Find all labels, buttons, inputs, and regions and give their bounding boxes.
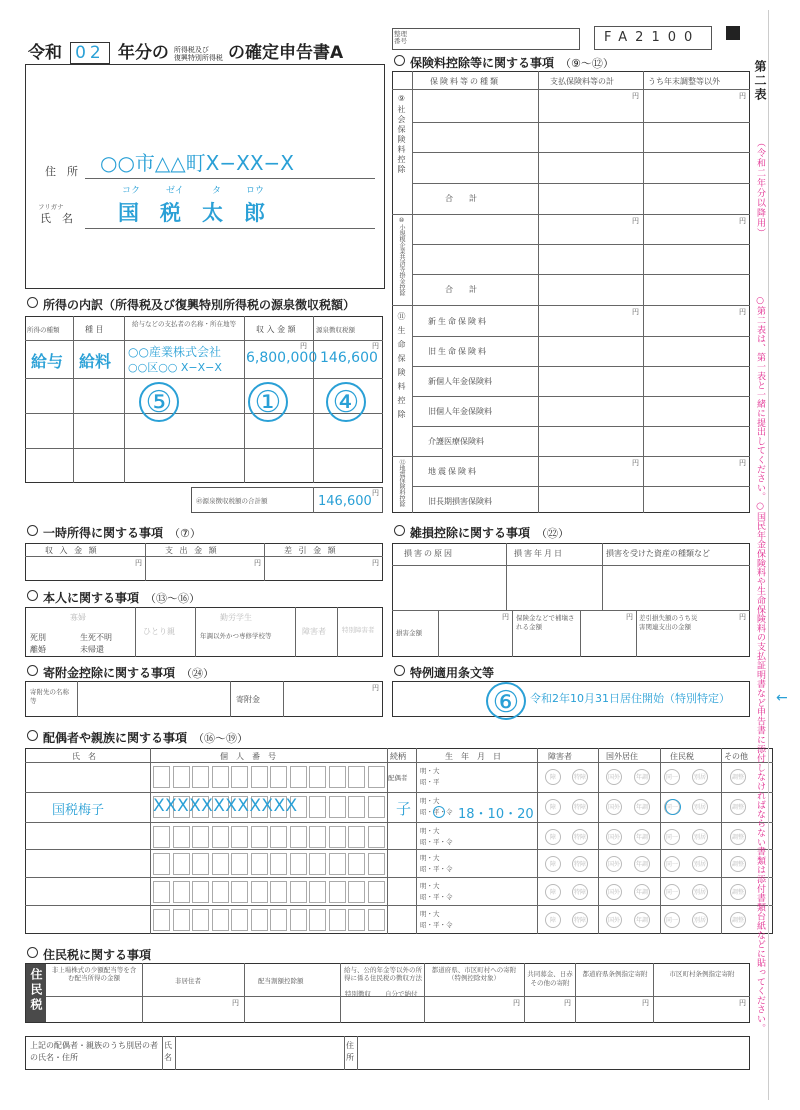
option-circle[interactable]: 国外: [606, 829, 622, 845]
fam-col-relation: 続柄: [390, 752, 406, 761]
separate-name-label: 氏名: [164, 1041, 172, 1062]
id-digit-cell[interactable]: [368, 881, 385, 903]
casualty-table: [392, 543, 750, 657]
id-digit-cell[interactable]: [348, 909, 365, 931]
res-col-nonresident: 非居住者: [175, 977, 201, 985]
option-circle[interactable]: 年調: [634, 769, 650, 785]
era-option-a: 明・大: [420, 767, 440, 775]
era-option-a: 明・大: [420, 910, 440, 918]
income-amount-value[interactable]: 6,800,000: [246, 350, 318, 366]
right-edge: [768, 10, 769, 1100]
res-col-community: 共同募金、日赤その他の寄附: [527, 970, 573, 987]
ins-col-paid: 支払保険料等の計: [550, 77, 614, 86]
id-digit-cell[interactable]: [192, 909, 209, 931]
option-circle[interactable]: 調整: [730, 912, 746, 928]
era-option-b: 昭・平・令: [420, 921, 453, 929]
casualty-title: 雑損控除に関する事項 （㉒）: [394, 524, 569, 541]
self-missing[interactable]: 生死不明: [80, 633, 112, 642]
self-divorce[interactable]: 離婚: [30, 645, 46, 654]
id-digit-cell[interactable]: [368, 796, 385, 818]
option-circle[interactable]: 障: [545, 829, 561, 845]
id-digit-cell[interactable]: [309, 909, 326, 931]
option-circle[interactable]: 調整: [730, 769, 746, 785]
option-circle[interactable]: 年調: [634, 856, 650, 872]
temp-col-out: 支 出 金 額: [165, 546, 219, 555]
era-label: 令和: [28, 43, 62, 63]
address-line: [85, 178, 375, 179]
quake-row-2: 旧長期損害保険料: [428, 497, 492, 506]
res-special-collect[interactable]: 特別徴収: [345, 990, 371, 998]
era-option-b: 昭・平・令: [420, 838, 453, 846]
temp-col-diff: 差 引 金 額: [284, 546, 338, 555]
social-total: 合 計: [445, 194, 477, 203]
id-digit-cell[interactable]: [212, 766, 229, 788]
id-digit-cell[interactable]: [368, 766, 385, 788]
id-digit-cell[interactable]: [348, 853, 365, 875]
id-digit-cell[interactable]: [192, 766, 209, 788]
option-circle[interactable]: 障: [545, 856, 561, 872]
id-digit-cell[interactable]: [329, 853, 346, 875]
era-option-b: 昭・平: [420, 778, 440, 786]
option-circle[interactable]: 国外: [606, 856, 622, 872]
option-circle[interactable]: 国外: [606, 912, 622, 928]
fam-col-other: その他: [724, 752, 748, 761]
option-circle[interactable]: 国外: [606, 884, 622, 900]
id-digit-cell[interactable]: [153, 853, 170, 875]
option-circle[interactable]: 別居: [692, 769, 708, 785]
option-circle[interactable]: 障: [545, 769, 561, 785]
life-row-1: 新生命保険料: [428, 317, 488, 326]
id-digit-cell[interactable]: [270, 881, 287, 903]
id-digit-cell[interactable]: [173, 853, 190, 875]
era-option-a: 明・大: [420, 827, 440, 835]
res-col-furusato: 都道府県、市区町村への寄附（特例控除対象）: [431, 966, 517, 982]
era-option-a: 明・大: [420, 797, 440, 805]
col-income-type: 所得の種類: [27, 326, 60, 334]
option-circle[interactable]: 同一: [664, 769, 680, 785]
temp-col-in: 収 入 金 額: [45, 546, 99, 555]
id-digit-cell[interactable]: [231, 826, 248, 848]
id-digit-cell[interactable]: [173, 881, 190, 903]
id-digit-cell[interactable]: [329, 796, 346, 818]
id-digit-cell[interactable]: [270, 853, 287, 875]
id-digit-cell[interactable]: [290, 853, 307, 875]
cas-insurance: 保険金などで補塡される金額: [516, 614, 575, 631]
social-ins-label: ⑨社会保険料控除: [397, 94, 406, 175]
year-box[interactable]: 02: [70, 42, 110, 64]
payer-address-value[interactable]: ○○区○○ X−X−X: [128, 361, 222, 374]
self-title: 本人に関する事項 （⑬〜⑯）: [27, 589, 200, 606]
option-circle[interactable]: 特障: [572, 769, 588, 785]
option-circle[interactable]: 特障: [572, 799, 588, 815]
id-digit-cell[interactable]: [290, 826, 307, 848]
id-digit-cell[interactable]: [251, 909, 268, 931]
id-digit-cell[interactable]: [153, 826, 170, 848]
income-tax-value[interactable]: 146,600: [320, 350, 378, 366]
member-birth[interactable]: 18・10・20: [458, 807, 534, 822]
resident-tax-circle[interactable]: [665, 799, 681, 815]
option-circle[interactable]: 別居: [692, 912, 708, 928]
option-circle[interactable]: 別居: [692, 884, 708, 900]
donation-to-label: 寄附先の名称等: [30, 688, 69, 705]
id-digit-cell[interactable]: [309, 766, 326, 788]
option-circle[interactable]: 別居: [692, 799, 708, 815]
id-digit-cell[interactable]: [212, 881, 229, 903]
id-digit-cell[interactable]: [212, 853, 229, 875]
id-digit-cell[interactable]: [153, 881, 170, 903]
id-digit-cell[interactable]: [368, 826, 385, 848]
id-digit-cell[interactable]: [309, 853, 326, 875]
temp-income-title: 一時所得に関する事項 （⑦）: [27, 524, 201, 541]
title-small-1: 所得税及び: [173, 45, 209, 54]
self-disabled: 障害者: [302, 627, 326, 636]
id-digit-cell[interactable]: [368, 853, 385, 875]
era-option-b: 昭・平・令: [420, 808, 453, 816]
era-option-b: 昭・平・令: [420, 865, 453, 873]
id-digit-cell[interactable]: [309, 796, 326, 818]
option-circle[interactable]: 特障: [572, 856, 588, 872]
id-digit-cell[interactable]: [231, 909, 248, 931]
small-biz-label: ⑩小規模企業共済等掛金控除: [398, 217, 405, 296]
id-digit-cell[interactable]: [231, 766, 248, 788]
donation-title: 寄附金控除に関する事項 （㉔）: [27, 664, 214, 681]
quake-row-1: 地震保険料: [428, 467, 478, 476]
col-payer: 給与などの支払者の名称・所在地等: [132, 320, 236, 328]
option-circle[interactable]: 国外: [606, 799, 622, 815]
cas-col-cause: 損害の原因: [404, 549, 454, 558]
option-circle[interactable]: 特障: [572, 912, 588, 928]
life-row-2: 旧生命保険料: [428, 347, 488, 356]
id-digit-cell[interactable]: [309, 881, 326, 903]
income-item-value[interactable]: 給料: [79, 352, 112, 371]
name-label: 氏 名: [40, 212, 73, 225]
sheet-note: （令和二年分以降用）: [755, 138, 765, 238]
id-digit-cell[interactable]: [329, 826, 346, 848]
era-option-a: 明・大: [420, 854, 440, 862]
id-digit-cell[interactable]: [251, 766, 268, 788]
id-digit-cell[interactable]: [251, 853, 268, 875]
option-circle[interactable]: 国外: [606, 769, 622, 785]
id-digit-cell[interactable]: [270, 826, 287, 848]
id-digit-cell[interactable]: [153, 766, 170, 788]
address-value[interactable]: ○○市△△町X−XX−X: [100, 151, 294, 175]
res-self-pay[interactable]: 自分で納付: [385, 990, 418, 998]
furigana-1: コク: [122, 186, 141, 196]
resident-side-label: 住民税: [29, 968, 43, 1013]
era-option-a: 明・大: [420, 882, 440, 890]
option-circle[interactable]: 障: [545, 884, 561, 900]
id-digit-cell[interactable]: [329, 881, 346, 903]
option-circle[interactable]: 同一: [664, 912, 680, 928]
furigana-3: タ: [212, 186, 222, 196]
form-code: FA2100: [604, 30, 701, 45]
fam-col-disabled: 障害者: [548, 752, 572, 761]
donation-amount-label: 寄附金: [236, 695, 260, 704]
id-digit-cell[interactable]: [290, 881, 307, 903]
income-section-title: 所得の内訳（所得税及び復興特別所得税の源泉徴収税額）: [27, 296, 355, 313]
income-type-value[interactable]: 給与: [31, 352, 64, 371]
option-circle[interactable]: 同一: [664, 829, 680, 845]
ins-col-other: うち年末調整等以外: [648, 77, 720, 86]
col-tax: 源泉徴収税額: [316, 326, 355, 334]
callout-1: ①: [248, 382, 288, 422]
special-title: 特例適用条文等: [394, 664, 494, 681]
option-circle[interactable]: 同一: [664, 884, 680, 900]
option-circle[interactable]: 調整: [730, 884, 746, 900]
option-circle[interactable]: 別居: [692, 856, 708, 872]
option-circle[interactable]: 調整: [730, 856, 746, 872]
self-widow: 寡婦: [70, 613, 86, 622]
id-digit-cell[interactable]: [192, 853, 209, 875]
id-digit-cell[interactable]: [270, 909, 287, 931]
id-digit-cell[interactable]: [173, 909, 190, 931]
seiri-number-box[interactable]: [392, 28, 580, 50]
option-circle[interactable]: 別居: [692, 829, 708, 845]
spouse-label: 配偶者: [388, 774, 408, 782]
option-circle[interactable]: 特障: [572, 829, 588, 845]
quake-ins-label: ⑫地震保険料控除: [398, 459, 405, 507]
name-line: [85, 228, 375, 229]
id-digit-cell[interactable]: [231, 853, 248, 875]
member-relation[interactable]: 子: [396, 800, 412, 818]
life-row-3: 新個人年金保険料: [428, 377, 492, 386]
callout-4: ④: [326, 382, 366, 422]
id-digit-cell[interactable]: [231, 881, 248, 903]
self-school[interactable]: 年調以外かつ専修学校等: [200, 632, 272, 640]
life-row-5: 介護医療保険料: [428, 437, 484, 446]
title-main: の確定申告書A: [228, 43, 344, 63]
id-digit-cell[interactable]: [309, 826, 326, 848]
self-death[interactable]: 死別: [30, 633, 46, 642]
member-name[interactable]: 国税梅子: [52, 803, 105, 818]
self-student: 勤労学生: [220, 613, 252, 622]
self-special-disabled: 特別障害者: [342, 626, 375, 634]
id-digit-cell[interactable]: [329, 766, 346, 788]
seiri-label: 整理番号: [394, 30, 407, 45]
fam-col-birth: 生 年 月 日: [445, 752, 501, 761]
col-item: 種 目: [85, 325, 104, 334]
furigana-label: フリガナ: [38, 203, 64, 211]
id-digit-cell[interactable]: [251, 826, 268, 848]
id-digit-cell[interactable]: [348, 796, 365, 818]
sheet-label: 第二表: [753, 60, 767, 102]
member-number[interactable]: XXXXXXXXXXXX: [153, 796, 298, 816]
ins-col-kind: 保険料等の種類: [430, 77, 500, 86]
payer-name-value[interactable]: ○○産業株式会社: [128, 345, 221, 359]
reiwa-circle: [433, 806, 445, 818]
cas-loss: 損害金額: [396, 629, 422, 637]
total-tax-value[interactable]: 146,600: [318, 494, 372, 509]
option-circle[interactable]: 障: [545, 912, 561, 928]
id-digit-cell[interactable]: [329, 909, 346, 931]
furigana-4: ロウ: [246, 186, 265, 196]
special-text[interactable]: 令和2年10月31日居住開始（特別特定）: [530, 692, 730, 705]
id-digit-cell[interactable]: [173, 826, 190, 848]
self-unreturned[interactable]: 未帰還: [80, 645, 104, 654]
fam-col-name: 氏 名: [72, 752, 96, 761]
id-digit-cell[interactable]: [212, 826, 229, 848]
total-tax-label: ㊺源泉徴収税額の合計額: [196, 497, 268, 505]
self-single-parent: ひとり親: [143, 627, 175, 636]
cas-disaster: 差引損失額のうち災害関連支出の金額: [639, 614, 698, 631]
small-total: 合 計: [445, 285, 477, 294]
option-circle[interactable]: 障: [545, 799, 561, 815]
separate-addr-label: 住所: [346, 1041, 354, 1062]
id-digit-cell[interactable]: [348, 881, 365, 903]
corner-mark: [726, 26, 740, 40]
id-digit-cell[interactable]: [173, 766, 190, 788]
era-option-b: 昭・平・令: [420, 893, 453, 901]
option-circle[interactable]: 年調: [634, 884, 650, 900]
option-circle[interactable]: 同一: [664, 856, 680, 872]
res-col-method: 給与、公的年金等以外の所得に係る住民税の徴収方法: [344, 966, 422, 982]
resident-title: 住民税に関する事項: [27, 946, 151, 963]
name-value[interactable]: 国 税 太 郎: [118, 201, 265, 225]
cas-col-asset: 損害を受けた資産の種類など: [606, 549, 710, 558]
life-row-4: 旧個人年金保険料: [428, 407, 492, 416]
id-digit-cell[interactable]: [368, 909, 385, 931]
option-circle[interactable]: 年調: [634, 799, 650, 815]
separate-label: 上記の配偶者・親族のうち別居の者の氏名・住所: [30, 1041, 158, 1062]
donation-table: [25, 681, 383, 717]
id-digit-cell[interactable]: [270, 766, 287, 788]
insurance-section-title: 保険料控除等に関する事項 （⑨〜⑫）: [394, 54, 614, 71]
arrow-icon: ←: [776, 690, 788, 706]
title-suffix: 年分の: [117, 43, 169, 63]
option-circle[interactable]: 調整: [730, 799, 746, 815]
id-digit-cell[interactable]: [290, 766, 307, 788]
option-circle[interactable]: 年調: [634, 829, 650, 845]
res-col-dividend-credit: 配当割額控除額: [258, 977, 304, 985]
side-note: ○第二表は、第一表と一緒に提出してください。○国民年金保険料や生命保険料の支払証明書など申告書に添付しなければならない書類は添付書類台紙などに貼ってください。: [755, 296, 765, 1033]
option-circle[interactable]: 調整: [730, 829, 746, 845]
id-digit-cell[interactable]: [348, 826, 365, 848]
callout-5: ⑤: [139, 382, 179, 422]
fam-col-abroad: 国外居住: [606, 752, 638, 761]
res-col-dividend: 非上場株式の少額配当等を含む配当所得の金額: [51, 966, 137, 982]
id-digit-cell[interactable]: [192, 826, 209, 848]
form-title: [28, 38, 343, 64]
id-digit-cell[interactable]: [290, 909, 307, 931]
person-box: [25, 64, 385, 289]
furigana-2: ゼイ: [166, 186, 184, 196]
id-digit-cell[interactable]: [251, 881, 268, 903]
family-title: 配偶者や親族に関する事項 （⑯〜⑲）: [27, 729, 248, 746]
life-ins-label: ⑪生命保険料控除: [397, 312, 406, 424]
id-digit-cell[interactable]: [348, 766, 365, 788]
id-digit-cell[interactable]: [212, 909, 229, 931]
address-label: 住 所: [45, 165, 78, 178]
option-circle[interactable]: 年調: [634, 912, 650, 928]
col-amount: 収 入 金 額: [256, 325, 296, 334]
id-digit-cell[interactable]: [153, 909, 170, 931]
res-col-city: 市区町村条例指定寄附: [669, 970, 735, 978]
title-small-2: 復興特別所得税: [173, 53, 223, 62]
fam-col-resident: 住民税: [670, 752, 694, 761]
id-digit-cell[interactable]: [192, 881, 209, 903]
cas-col-date: 損害年月日: [514, 549, 564, 558]
res-col-pref: 都道府県条例指定寄附: [582, 970, 648, 978]
option-circle[interactable]: 同一: [664, 799, 680, 815]
callout-6: ⑥: [486, 682, 526, 720]
fam-col-number: 個 人 番 号: [220, 752, 276, 761]
option-circle[interactable]: 特障: [572, 884, 588, 900]
